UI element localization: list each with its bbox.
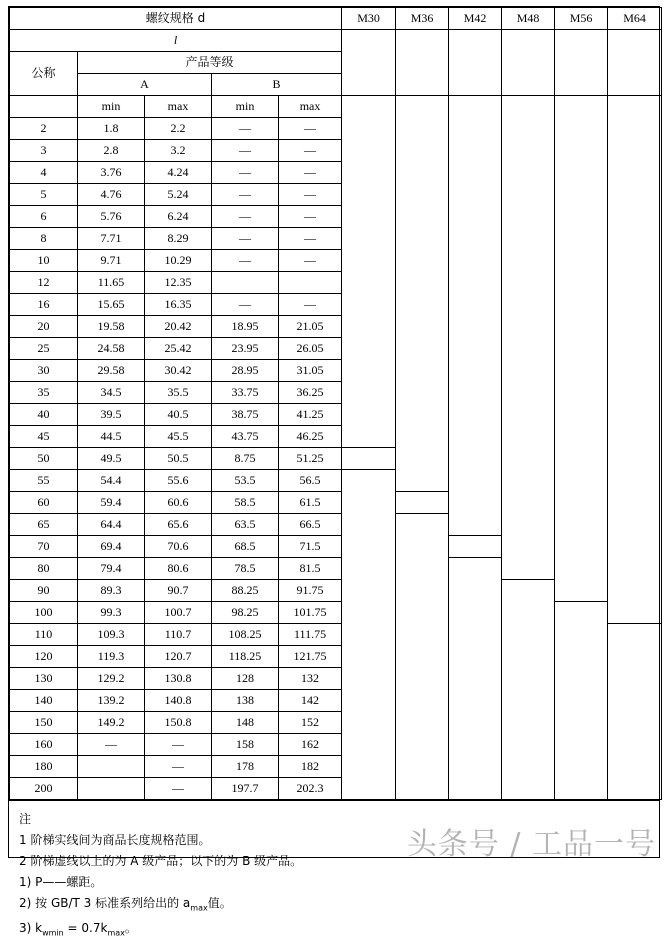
cell-b-min: 63.5 — [212, 514, 279, 536]
cell-b-max: 36.25 — [279, 382, 342, 404]
step-range-m48 — [502, 580, 555, 800]
cell-b-max: 61.5 — [279, 492, 342, 514]
cell-a-max: 140.8 — [145, 690, 212, 712]
cell-nominal: 160 — [10, 734, 78, 756]
cell-b-max: — — [279, 206, 342, 228]
note-line-4-end: 值。 — [207, 896, 232, 910]
cell-a-min: 29.58 — [78, 360, 145, 382]
step-cell-m56-head — [555, 30, 608, 96]
cell-b-min: — — [212, 162, 279, 184]
cell-a-min: 119.3 — [78, 646, 145, 668]
cell-a-min: 59.4 — [78, 492, 145, 514]
cell-a-max: 120.7 — [145, 646, 212, 668]
cell-a-max: 35.5 — [145, 382, 212, 404]
note-line-5-sub2: max — [107, 928, 125, 938]
cell-b-max: 26.05 — [279, 338, 342, 360]
cell-nominal: 50 — [10, 448, 78, 470]
cell-b-max: 41.25 — [279, 404, 342, 426]
header-thread-spec — [10, 8, 342, 30]
cell-b-max: 162 — [279, 734, 342, 756]
cell-b-min: 23.95 — [212, 338, 279, 360]
header-size-m56: M56 — [555, 8, 608, 30]
header-nominal-spacer — [10, 96, 78, 118]
cell-a-min: — — [78, 734, 145, 756]
cell-b-min: — — [212, 294, 279, 316]
note-line-3: 1) P——螺距。 — [19, 875, 103, 889]
cell-b-min: 118.25 — [212, 646, 279, 668]
cell-a-min: 19.58 — [78, 316, 145, 338]
step-blank-m36-upper — [396, 96, 449, 492]
cell-nominal: 70 — [10, 536, 78, 558]
cell-a-max: 10.29 — [145, 250, 212, 272]
cell-a-max: 2.2 — [145, 118, 212, 140]
cell-a-max: — — [145, 734, 212, 756]
document-page — [8, 6, 660, 938]
step-range-m64 — [608, 624, 662, 800]
cell-b-max: — — [279, 140, 342, 162]
cell-b-min: 197.7 — [212, 778, 279, 800]
cell-b-min — [212, 272, 279, 294]
header-length-symbol: l — [10, 30, 342, 52]
header-grade-a: A — [78, 74, 212, 96]
step-cell-m48-head — [502, 30, 555, 96]
cell-a-min — [78, 778, 145, 800]
cell-b-max: 81.5 — [279, 558, 342, 580]
step-cell-m64-head — [608, 30, 662, 96]
cell-nominal: 2 — [10, 118, 78, 140]
cell-b-max: 51.25 — [279, 448, 342, 470]
note-line-5-text: 3) k — [19, 921, 43, 936]
cell-b-min: 68.5 — [212, 536, 279, 558]
cell-a-max: — — [145, 756, 212, 778]
cell-a-min: 7.71 — [78, 228, 145, 250]
cell-nominal: 180 — [10, 756, 78, 778]
cell-a-max: — — [145, 778, 212, 800]
cell-a-min: 34.5 — [78, 382, 145, 404]
cell-b-min: 53.5 — [212, 470, 279, 492]
step-cell-m36-head — [396, 30, 449, 96]
cell-b-max: 202.3 — [279, 778, 342, 800]
cell-b-max — [279, 272, 342, 294]
cell-b-max: 152 — [279, 712, 342, 734]
cell-a-max: 90.7 — [145, 580, 212, 602]
header-thread-spec-label: 螺纹规格 d — [145, 11, 206, 25]
cell-a-min: 99.3 — [78, 602, 145, 624]
cell-a-max: 60.6 — [145, 492, 212, 514]
cell-b-min: 158 — [212, 734, 279, 756]
cell-b-min: 178 — [212, 756, 279, 778]
cell-b-max: 21.05 — [279, 316, 342, 338]
cell-a-min: 2.8 — [78, 140, 145, 162]
cell-a-min: 1.8 — [78, 118, 145, 140]
cell-nominal: 6 — [10, 206, 78, 228]
cell-nominal: 90 — [10, 580, 78, 602]
header-size-m48: M48 — [502, 8, 555, 30]
cell-nominal: 4 — [10, 162, 78, 184]
cell-b-min: — — [212, 118, 279, 140]
cell-nominal: 120 — [10, 646, 78, 668]
cell-b-min: 98.25 — [212, 602, 279, 624]
cell-nominal: 25 — [10, 338, 78, 360]
cell-b-min: 108.25 — [212, 624, 279, 646]
cell-a-min: 44.5 — [78, 426, 145, 448]
cell-a-max: 110.7 — [145, 624, 212, 646]
step-range-m36 — [396, 514, 449, 800]
cell-b-min: 18.95 — [212, 316, 279, 338]
cell-a-max: 50.5 — [145, 448, 212, 470]
cell-a-max: 150.8 — [145, 712, 212, 734]
notes-title: 注 — [19, 812, 32, 826]
cell-b-min: — — [212, 184, 279, 206]
cell-a-max: 6.24 — [145, 206, 212, 228]
cell-nominal: 10 — [10, 250, 78, 272]
header-size-m36: M36 — [396, 8, 449, 30]
table-header-row-sizes — [10, 8, 662, 30]
cell-b-min: — — [212, 250, 279, 272]
header-size-m64: M64 — [608, 8, 662, 30]
cell-a-max: 55.6 — [145, 470, 212, 492]
step-blank-m42-upper — [449, 96, 502, 536]
cell-b-min: 148 — [212, 712, 279, 734]
table-header-row-l — [10, 30, 662, 52]
step-blank-m48-upper — [502, 96, 555, 580]
cell-b-max: 142 — [279, 690, 342, 712]
cell-a-max: 4.24 — [145, 162, 212, 184]
cell-nominal: 12 — [10, 272, 78, 294]
cell-b-max: — — [279, 184, 342, 206]
cell-nominal: 140 — [10, 690, 78, 712]
cell-b-max: — — [279, 118, 342, 140]
cell-b-max: 132 — [279, 668, 342, 690]
header-size-m42: M42 — [449, 8, 502, 30]
step-cell-m42-head — [449, 30, 502, 96]
cell-a-min: 39.5 — [78, 404, 145, 426]
cell-b-min: — — [212, 228, 279, 250]
cell-b-max: 91.75 — [279, 580, 342, 602]
note-line-5-sub1: wmin — [42, 928, 64, 938]
cell-a-max: 100.7 — [145, 602, 212, 624]
note-line-5-mid: = 0.7k — [63, 921, 108, 936]
cell-a-max: 45.5 — [145, 426, 212, 448]
cell-a-min: 9.71 — [78, 250, 145, 272]
cell-nominal: 80 — [10, 558, 78, 580]
header-grade-b: B — [212, 74, 342, 96]
cell-b-max: 111.75 — [279, 624, 342, 646]
cell-a-max: 130.8 — [145, 668, 212, 690]
cell-nominal: 200 — [10, 778, 78, 800]
step-range-m56 — [555, 602, 608, 800]
cell-a-max: 16.35 — [145, 294, 212, 316]
cell-b-min: 128 — [212, 668, 279, 690]
step-range-m30 — [342, 470, 396, 800]
cell-b-min: 8.75 — [212, 448, 279, 470]
cell-b-max: 71.5 — [279, 536, 342, 558]
cell-b-max: — — [279, 294, 342, 316]
cell-a-min: 149.2 — [78, 712, 145, 734]
cell-a-min: 24.58 — [78, 338, 145, 360]
cell-a-max: 30.42 — [145, 360, 212, 382]
cell-b-max: 56.5 — [279, 470, 342, 492]
cell-a-min: 79.4 — [78, 558, 145, 580]
header-nominal: 公称 — [10, 52, 78, 96]
cell-a-min: 15.65 — [78, 294, 145, 316]
cell-nominal: 65 — [10, 514, 78, 536]
cell-a-max: 80.6 — [145, 558, 212, 580]
cell-a-max: 25.42 — [145, 338, 212, 360]
cell-b-min: — — [212, 140, 279, 162]
cell-nominal: 30 — [10, 360, 78, 382]
cell-nominal: 45 — [10, 426, 78, 448]
cell-a-max: 12.35 — [145, 272, 212, 294]
cell-a-min: 5.76 — [78, 206, 145, 228]
cell-b-min: 43.75 — [212, 426, 279, 448]
header-b-max: max — [279, 96, 342, 118]
cell-b-min: 33.75 — [212, 382, 279, 404]
cell-a-max: 3.2 — [145, 140, 212, 162]
cell-b-max: 31.05 — [279, 360, 342, 382]
step-cell-m30-head — [342, 30, 396, 96]
cell-b-min: — — [212, 206, 279, 228]
cell-b-max: 182 — [279, 756, 342, 778]
step-blank-m64-upper — [608, 96, 662, 624]
dimension-table — [9, 7, 662, 800]
cell-nominal: 150 — [10, 712, 78, 734]
cell-nominal: 20 — [10, 316, 78, 338]
cell-b-min: 138 — [212, 690, 279, 712]
cell-b-min: 78.5 — [212, 558, 279, 580]
cell-b-max: 66.5 — [279, 514, 342, 536]
note-line-5-end: 。 — [124, 921, 137, 936]
cell-nominal: 5 — [10, 184, 78, 206]
step-blank-m56-upper — [555, 96, 608, 602]
cell-a-min: 129.2 — [78, 668, 145, 690]
cell-b-max: — — [279, 250, 342, 272]
header-a-max: max — [145, 96, 212, 118]
cell-b-max: — — [279, 228, 342, 250]
note-line-2: 2 阶梯虚线以上的为 A 级产品；以下的为 B 级产品。 — [19, 854, 303, 868]
cell-nominal: 100 — [10, 602, 78, 624]
step-blank-m30-upper — [342, 96, 396, 448]
cell-b-max: 46.25 — [279, 426, 342, 448]
cell-a-min: 54.4 — [78, 470, 145, 492]
cell-b-max: 121.75 — [279, 646, 342, 668]
cell-a-min: 11.65 — [78, 272, 145, 294]
note-line-1: 1 阶梯实线间为商品长度规格范围。 — [19, 833, 211, 847]
cell-a-min: 3.76 — [78, 162, 145, 184]
note-line-4 — [19, 893, 649, 918]
cell-nominal: 16 — [10, 294, 78, 316]
cell-a-max: 40.5 — [145, 404, 212, 426]
cell-b-min: 38.75 — [212, 404, 279, 426]
header-size-m30: M30 — [342, 8, 396, 30]
cell-a-min: 69.4 — [78, 536, 145, 558]
header-b-min: min — [212, 96, 279, 118]
cell-b-max: — — [279, 162, 342, 184]
header-a-min: min — [78, 96, 145, 118]
cell-a-min: 89.3 — [78, 580, 145, 602]
cell-nominal: 55 — [10, 470, 78, 492]
cell-b-min: 28.95 — [212, 360, 279, 382]
cell-a-max: 5.24 — [145, 184, 212, 206]
cell-a-max: 8.29 — [145, 228, 212, 250]
cell-a-max: 65.6 — [145, 514, 212, 536]
note-line-4-text: 2) 按 GB/T 3 标准系列给出的 a — [19, 896, 191, 910]
cell-nominal: 8 — [10, 228, 78, 250]
cell-nominal: 35 — [10, 382, 78, 404]
cell-a-min: 109.3 — [78, 624, 145, 646]
cell-nominal: 40 — [10, 404, 78, 426]
table-row — [10, 602, 662, 624]
cell-a-min: 4.76 — [78, 184, 145, 206]
cell-nominal: 130 — [10, 668, 78, 690]
watermark: 头条号 / 工品一号 — [406, 827, 656, 862]
note-line-4-sub: max — [190, 903, 208, 913]
step-range-m42 — [449, 558, 502, 800]
cell-a-min — [78, 756, 145, 778]
cell-b-min: 58.5 — [212, 492, 279, 514]
note-line-5 — [19, 918, 649, 943]
cell-a-min: 49.5 — [78, 448, 145, 470]
cell-b-max: 101.75 — [279, 602, 342, 624]
cell-a-min: 139.2 — [78, 690, 145, 712]
cell-nominal: 60 — [10, 492, 78, 514]
cell-a-max: 20.42 — [145, 316, 212, 338]
cell-a-max: 70.6 — [145, 536, 212, 558]
header-product-grade: 产品等级 — [78, 52, 342, 74]
cell-nominal: 110 — [10, 624, 78, 646]
table-header-row-minmax — [10, 96, 662, 118]
cell-nominal: 3 — [10, 140, 78, 162]
cell-a-min: 64.4 — [78, 514, 145, 536]
cell-b-min: 88.25 — [212, 580, 279, 602]
